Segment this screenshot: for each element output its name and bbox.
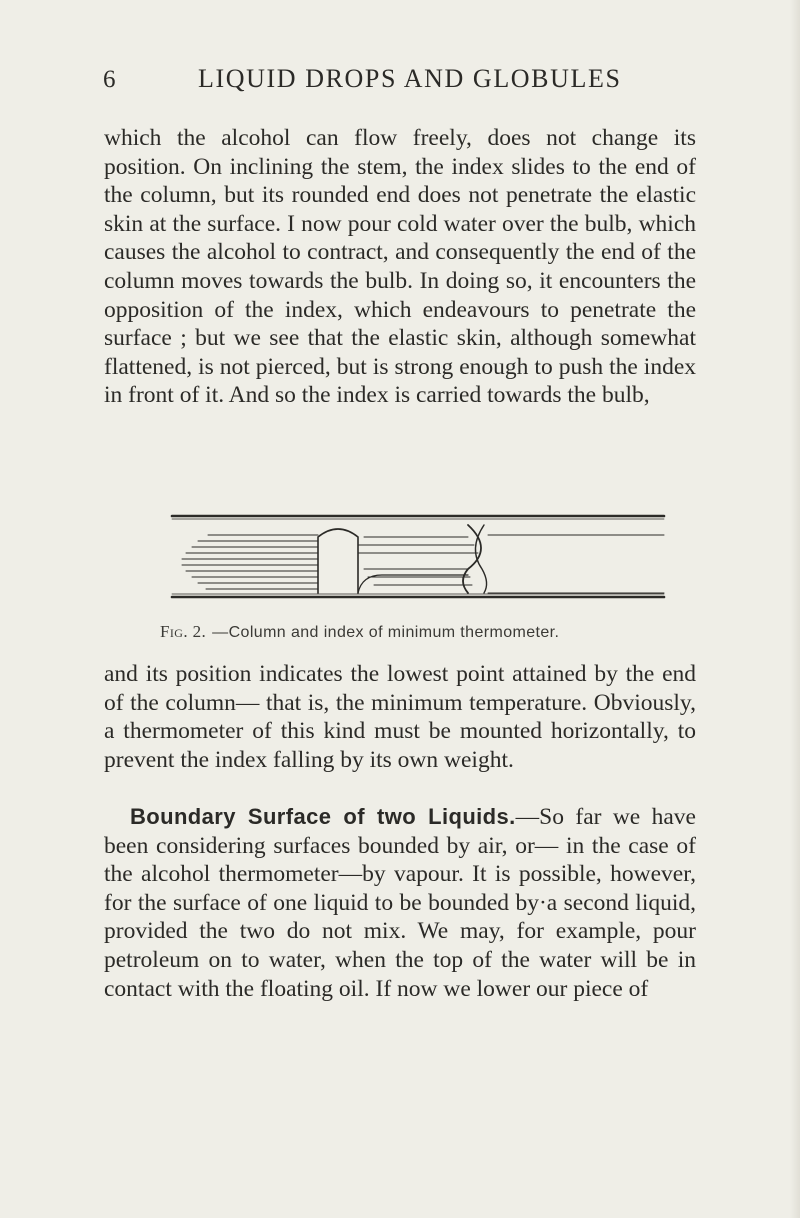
figure-caption-text: —Column and index of minimum thermometer. (212, 624, 560, 641)
index-lower-surface (358, 575, 468, 593)
paragraph-2: and its position indicates the lowest point attained by the end of the column— that is, the minimum temperature. Obviously, a thermometer of this kind must be mounted horizontally, to prevent the index falling by its own weight. (104, 661, 696, 773)
alcohol-column-hatching (182, 535, 318, 589)
paragraph-boundary-surface (104, 803, 696, 1003)
paragraph-1: which the alcohol can flow freely, does not change its position. On inclining the stem, the index slides to the end of the column, but its rounded end does not penetrate the elastic skin at the surface. I now pour cold water over the bulb, which causes the alcohol to contract, and consequently the end of the column moves towards the bulb. In doing so, it encounters the opposition of the index, which endeavours to penetrate the surface ; but we see that the elastic skin, although somewhat flattened, is not pierced, but is strong enough to push the index in front of it. And so the index is carried towards the bulb, (104, 125, 696, 409)
figure-caption (160, 622, 720, 642)
page-number: 6 (103, 66, 116, 93)
section-heading: Boundary Surface of two Liquids. (130, 804, 516, 829)
running-title: LIQUID DROPS AND GLOBULES (198, 64, 622, 93)
section-text: —So far we have been considering surfaces bounded by air, or— in the case of the alcohol thermometer—by vapour. It is possible, however, for the surface of one liquid to be bounded by·a second liquid, provided the two do not mix. We may, for example, pour petroleum on to water, when the top of the water will be in contact with the floating oil. If now we lower our piece of (104, 804, 696, 1002)
figure-thermometer-diagram (168, 509, 668, 609)
page-edge-shadow (790, 0, 800, 1218)
figure-label: Fig. 2. (160, 622, 207, 641)
index-rounded-end (318, 529, 358, 593)
index-body-hatching (358, 537, 478, 585)
thermometer-diagram-svg (168, 509, 668, 609)
